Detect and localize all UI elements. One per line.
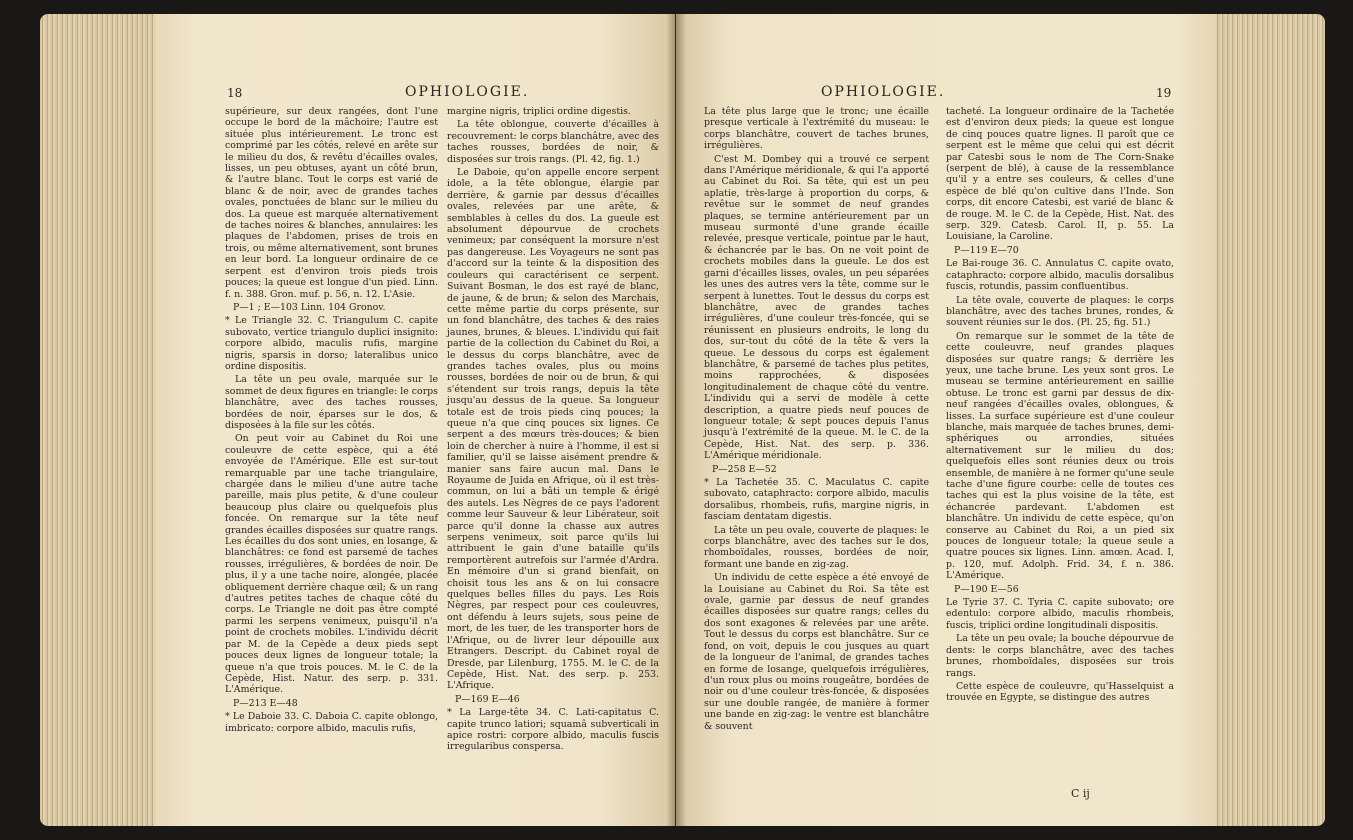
paragraph: supérieure, sur deux rangées, dont l'une occupe le bord de la mâchoire; l'autre est située plus intérieurement. Le tronc est comprimé par les côtés, relevé en arête sur le milieu du dos, & revêtu d'écailles ovales, lisses, un peu obtuses, ayant un côté brun, & l'autre blanc. Tout le corps est varié de blanc & de noir, avec de grandes taches ovales, ponctuées de blanc sur le milieu du dos. La queue est marquée alternativement de taches noires & blanches, annulaires: les plaques de l'abdomen, prises de trois en trois, ou même alternativement, sont brunes en leur bord. La longueur ordinaire de ce serpent est d'environ trois pieds trois pouces; la queue est longue d'un pied. Linn. f. n. 388. Gron. muf. p. 56, n. 12. L'Asie. xyxy=(225,106,438,300)
paragraph: C'est M. Dombey qui a trouvé ce serpent dans l'Amérique méridionale, & qui l'a apporté au Cabinet du Roi. Sa tête, qui est un peu aplatie, très-large à proportion du corps, & revêtue sur le sommet de neuf grandes plaques, se termine antérieurement par un museau surmonté d'une grande écaille relevée, presque verticale, pointue par le haut, & échancrée par le bas. On ne voit point de crochets mobiles dans la gueule. Le dos est garni d'écailles lisses, ovales, un peu séparées les unes des autres vers la tête, comme sur le serpent à lunettes. Tout le dessus du corps est blanchâtre, avec de grandes taches irrégulières, d'une couleur très-foncée, qui se réunissent en plusieurs endroits, le long du dos, sur-tout du côté de la tête & vers la queue. Le dessous du corps est également blanchâtre, & parsemé de taches plus petites, moins rapprochées, & disposées longitudinalement de chaque côté du ventre. L'individu qui a servi de modèle à cette description, a quatre pieds neuf pouces de longueur totale; & sept pouces depuis l'anus jusqu'à l'extrémité de la queue. M. le C. de la Cepède, Hist. Nat. des serp. p. 336. L'Amérique méridionale. xyxy=(704,153,929,462)
paragraph: margine nigris, triplici ordine digestis. xyxy=(447,106,631,117)
left-running-header: OPHIOLOGIE. xyxy=(405,84,530,100)
left-page-number: 18 xyxy=(227,86,243,100)
left-column-1 xyxy=(225,106,438,736)
paragraph: La tête un peu ovale; la bouche dépourvue de dents: le corps blanchâtre, avec des taches brunes, rhomboïdales, disposées sur trois rangs. xyxy=(946,633,1174,679)
left-page-edges xyxy=(40,14,165,826)
right-column-2 xyxy=(946,106,1174,706)
paragraph: La tête plus large que le tronc; une écaille presque verticale à l'extrémité du museau: le corps blanchâtre, couvert de taches brunes, irrégulières. xyxy=(704,106,929,152)
species-entry: * Le Triangle 32. C. Triangulum C. capite subovato, vertice triangulo duplici insignito: corpore albido, maculis rufis, margine nigris, sparsis in dorso; lateralibus unico ordine dispositis. xyxy=(225,315,438,372)
paragraph: Un individu de cette espèce a été envoyé de la Louisiane au Cabinet du Roi. Sa tête est ovale, garnie par dessus de neuf grandes écailles disposées sur quatre rangs; celles du dos sont exagones & relevées par une arête. Tout le dessus du corps est blanchâtre. Sur ce fond, on voit, depuis le cou jusques au quart de la longueur de l'animal, de grandes taches en forme de losange, quelquefois irrégulières, d'un roux plus ou moins rougeâtre, bordées de noir ou d'une couleur très-foncée, & disposées sur une double rangée, de manière à former une bande en zig-zag: le ventre est blanchâtre & souvent xyxy=(704,572,929,732)
right-page-number: 19 xyxy=(1156,86,1172,100)
paragraph: On remarque sur le sommet de la tête de cette couleuvre, neuf grandes plaques disposées sur quatre rangs; & derrière les yeux, une tache brune. Les yeux sont gros. Le museau se termine antérieurement en saillie obtuse. Le tronc est garni par dessus de dix-neuf rangées d'écailles ovales, oblongues, & lisses. La surface supérieure est d'une couleur blanche, mais marquée de taches brunes, demi-sphériques ou arrondies, situées alternativement sur le milieu du dos; quelquefois elles sont réunies deux ou trois ensemble, de manière à ne former qu'une seule tache d'une figure courbe: celle de toutes ces taches qui est la plus voisine de la tête, est échancrée pardevant. L'abdomen est blanchâtre. Un individu de cette espèce, qu'on conserve au Cabinet du Roi, a un pied six pouces de longueur totale; la queue seule a quatre pouces six lignes. Linn. amœn. Acad. I, p. 120, muf. Adolph. Frid. 34, f. n. 386. L'Amérique. xyxy=(946,330,1174,582)
species-entry: * La Large-tête 34. C. Lati-capitatus C. capite trunco latiori; squamâ subverticali in apice rostri: corpore albido, maculis fuscis irregularibus conspersa. xyxy=(447,707,659,753)
measurement: P—190 E—56 xyxy=(954,583,1019,595)
paragraph: La tête ovale, couverte de plaques: le corps blanchâtre, avec des taches brunes, rondes, & souvent réunies sur le dos. (Pl. 25, fig. 51.) xyxy=(946,294,1174,329)
book-gutter xyxy=(666,14,686,826)
measurement: P—1 ; E—103 Linn. 104 Gronov. xyxy=(233,301,386,313)
paragraph: Le Daboie, qu'on appelle encore serpent idole, a la tête oblongue, élargie par derrière, & garnie par dessus d'écailles ovales, relevées par une arête, & semblables à celles du dos. La gueule est absolument dépourvue de crochets venimeux; par conséquent la morsure n'est pas dangereuse. Les Voyageurs ne sont pas d'accord sur la teinte & la disposition des couleurs qui caractérisent ce serpent. Suivant Bosman, le dos est rayé de blanc, de jaune, & de brun; & selon des Marchais, cette même partie du corps présente, sur un fond blanchâtre, des taches & des raies jaunes, brunes, & bleues. L'individu qui fait partie de la collection du Cabinet du Roi, a le dessus du corps blanchâtre, avec de grandes taches ovales, plus ou moins rousses, bordées de noir ou de brun, & qui s'étendent sur trois rangs, depuis la tête jusqu'au dessus de la queue. Sa longueur totale est de trois pieds cinq pouces; la queue n'a que cinq pouces six lignes. Ce serpent a des mœurs très-douces; & bien loin de chercher à nuire à l'homme, il est si familier, qu'il se laisse aisément prendre & manier sans faire aucun mal. Dans le Royaume de Juida en Afrique, où il est très-commun, on lui a bâti un temple & érigé des autels. Les Nègres de ce pays l'adorent comme leur Sauveur & leur Libérateur, soit parce qu'il donne la chasse aux autres serpens venimeux, soit parce qu'ils lui attribuent le gain d'une bataille qu'ils remportèrent autrefois sur l'armée d'Ardra. En mémoire d'un si grand bienfait, on choisit tous les ans & on lui consacre quelques belles filles du pays. Les Rois Nègres, par respect pour ces couleuvres, ont défendu à leurs sujets, sous peine de mort, de les tuer, de les transporter hors de l'Afrique, ou de livrer leur dépouille aux Etrangers. Descript. du Cabinet royal de Dresde, par Lilenburg, 1755. M. le C. de la Cepède, Hist. Nat. des serp. p. 253. L'Afrique. xyxy=(447,167,659,692)
paragraph: La tête un peu ovale, marquée sur le sommet de deux figures en triangle: le corps blanchâtre, avec des taches rousses, bordées de noir, éparses sur le dos, & disposées à la file sur les côtés. xyxy=(225,374,438,431)
paragraph: La tête oblongue, couverte d'écailles à recouvrement: le corps blanchâtre, avec des taches rousses, bordées de noir, & disposées sur trois rangs. (Pl. 42, fig. 1.) xyxy=(447,119,659,165)
paragraph: Cette espèce de couleuvre, qu'Hasselquist a trouvée en Egypte, se distingue des autres xyxy=(946,680,1174,704)
left-page xyxy=(155,14,675,826)
right-running-header: OPHIOLOGIE. xyxy=(821,84,946,100)
species-entry: * Le Daboie 33. C. Daboia C. capite oblongo, imbricato: corpore albido, maculis rufis, xyxy=(225,711,438,734)
measurement: P—258 E—52 xyxy=(712,463,777,475)
paragraph: tacheté. La longueur ordinaire de la Tachetée est d'environ deux pieds; la queue est longue de cinq pouces quatre lignes. Il paroît que ce serpent est le même que celui qui est décrit par Catesbi sous le nom de The Corn-Snake (serpent de blé), à cause de la ressemblance qu'il y a entre ses couleurs, & celles d'une espèce de blé qu'on cultive dans l'Inde. Son corps, dit encore Catesbi, est varié de blanc & de rouge. M. le C. de la Cepède, Hist. Nat. des serp. 329. Catesb. Carol. II, p. 55. La Louisiane, la Caroline. xyxy=(946,106,1174,243)
right-page xyxy=(676,14,1216,826)
right-column-1 xyxy=(704,106,929,734)
measurement: P—213 E—48 xyxy=(233,697,298,709)
species-entry: Le Tyrie 37. C. Tyria C. capite subovato; ore edentulo: corpore albido, maculis rhombeis, fuscis, triplici ordine longitudinali dispositis. xyxy=(946,597,1174,631)
paragraph: On peut voir au Cabinet du Roi une couleuvre de cette espèce, qui a été envoyée de l'Amérique. Elle est sur-tout remarquable par une tache triangulaire, chargée dans le milieu d'une autre tache pareille, mais plus petite, & d'une couleur beaucoup plus claire ou quelquefois plus foncée. On remarque sur la tête neuf grandes écailles disposées sur quatre rangs. Les écailles du dos sont unies, en losange, & blanchâtres: ce fond est parsemé de taches rousses, irrégulières, & bordées de noir. De plus, il y a une tache noire, alongée, placée obliquement derrière chaque œil; & un rang d'autres petites taches de chaque côté du corps. Le Triangle ne doit pas être compté parmi les serpens venimeux, puisqu'il n'a point de crochets mobiles. L'individu décrit par M. de la Cepède a deux pieds sept pouces deux lignes de longueur totale; la queue n'a que trois pouces. M. le C. de la Cepède, Hist. Natur. des serp. p. 331. L'Amérique. xyxy=(225,433,438,696)
species-entry: * La Tachetée 35. C. Maculatus C. capite subovato, cataphracto: corpore albido, maculis dorsalibus, rhombeis, rufis, margine nigris, in fasciam dentatam digestis. xyxy=(704,477,929,523)
measurement: P—119 E—70 xyxy=(954,244,1019,256)
signature-mark: C ij xyxy=(1071,787,1090,800)
species-entry: Le Bai-rouge 36. C. Annulatus C. capite ovato, cataphracto: corpore albido, maculis dorsalibus fuscis, rotundis, passim confluentibus. xyxy=(946,258,1174,293)
right-page-edges xyxy=(1205,14,1325,826)
measurement: P—169 E—46 xyxy=(455,693,520,705)
left-column-2 xyxy=(447,106,659,755)
paragraph: La tête un peu ovale, couverte de plaques: le corps blanchâtre, avec des taches sur le dos, rhomboïdales, rousses, bordées de noir, formant une bande en zig-zag. xyxy=(704,524,929,570)
